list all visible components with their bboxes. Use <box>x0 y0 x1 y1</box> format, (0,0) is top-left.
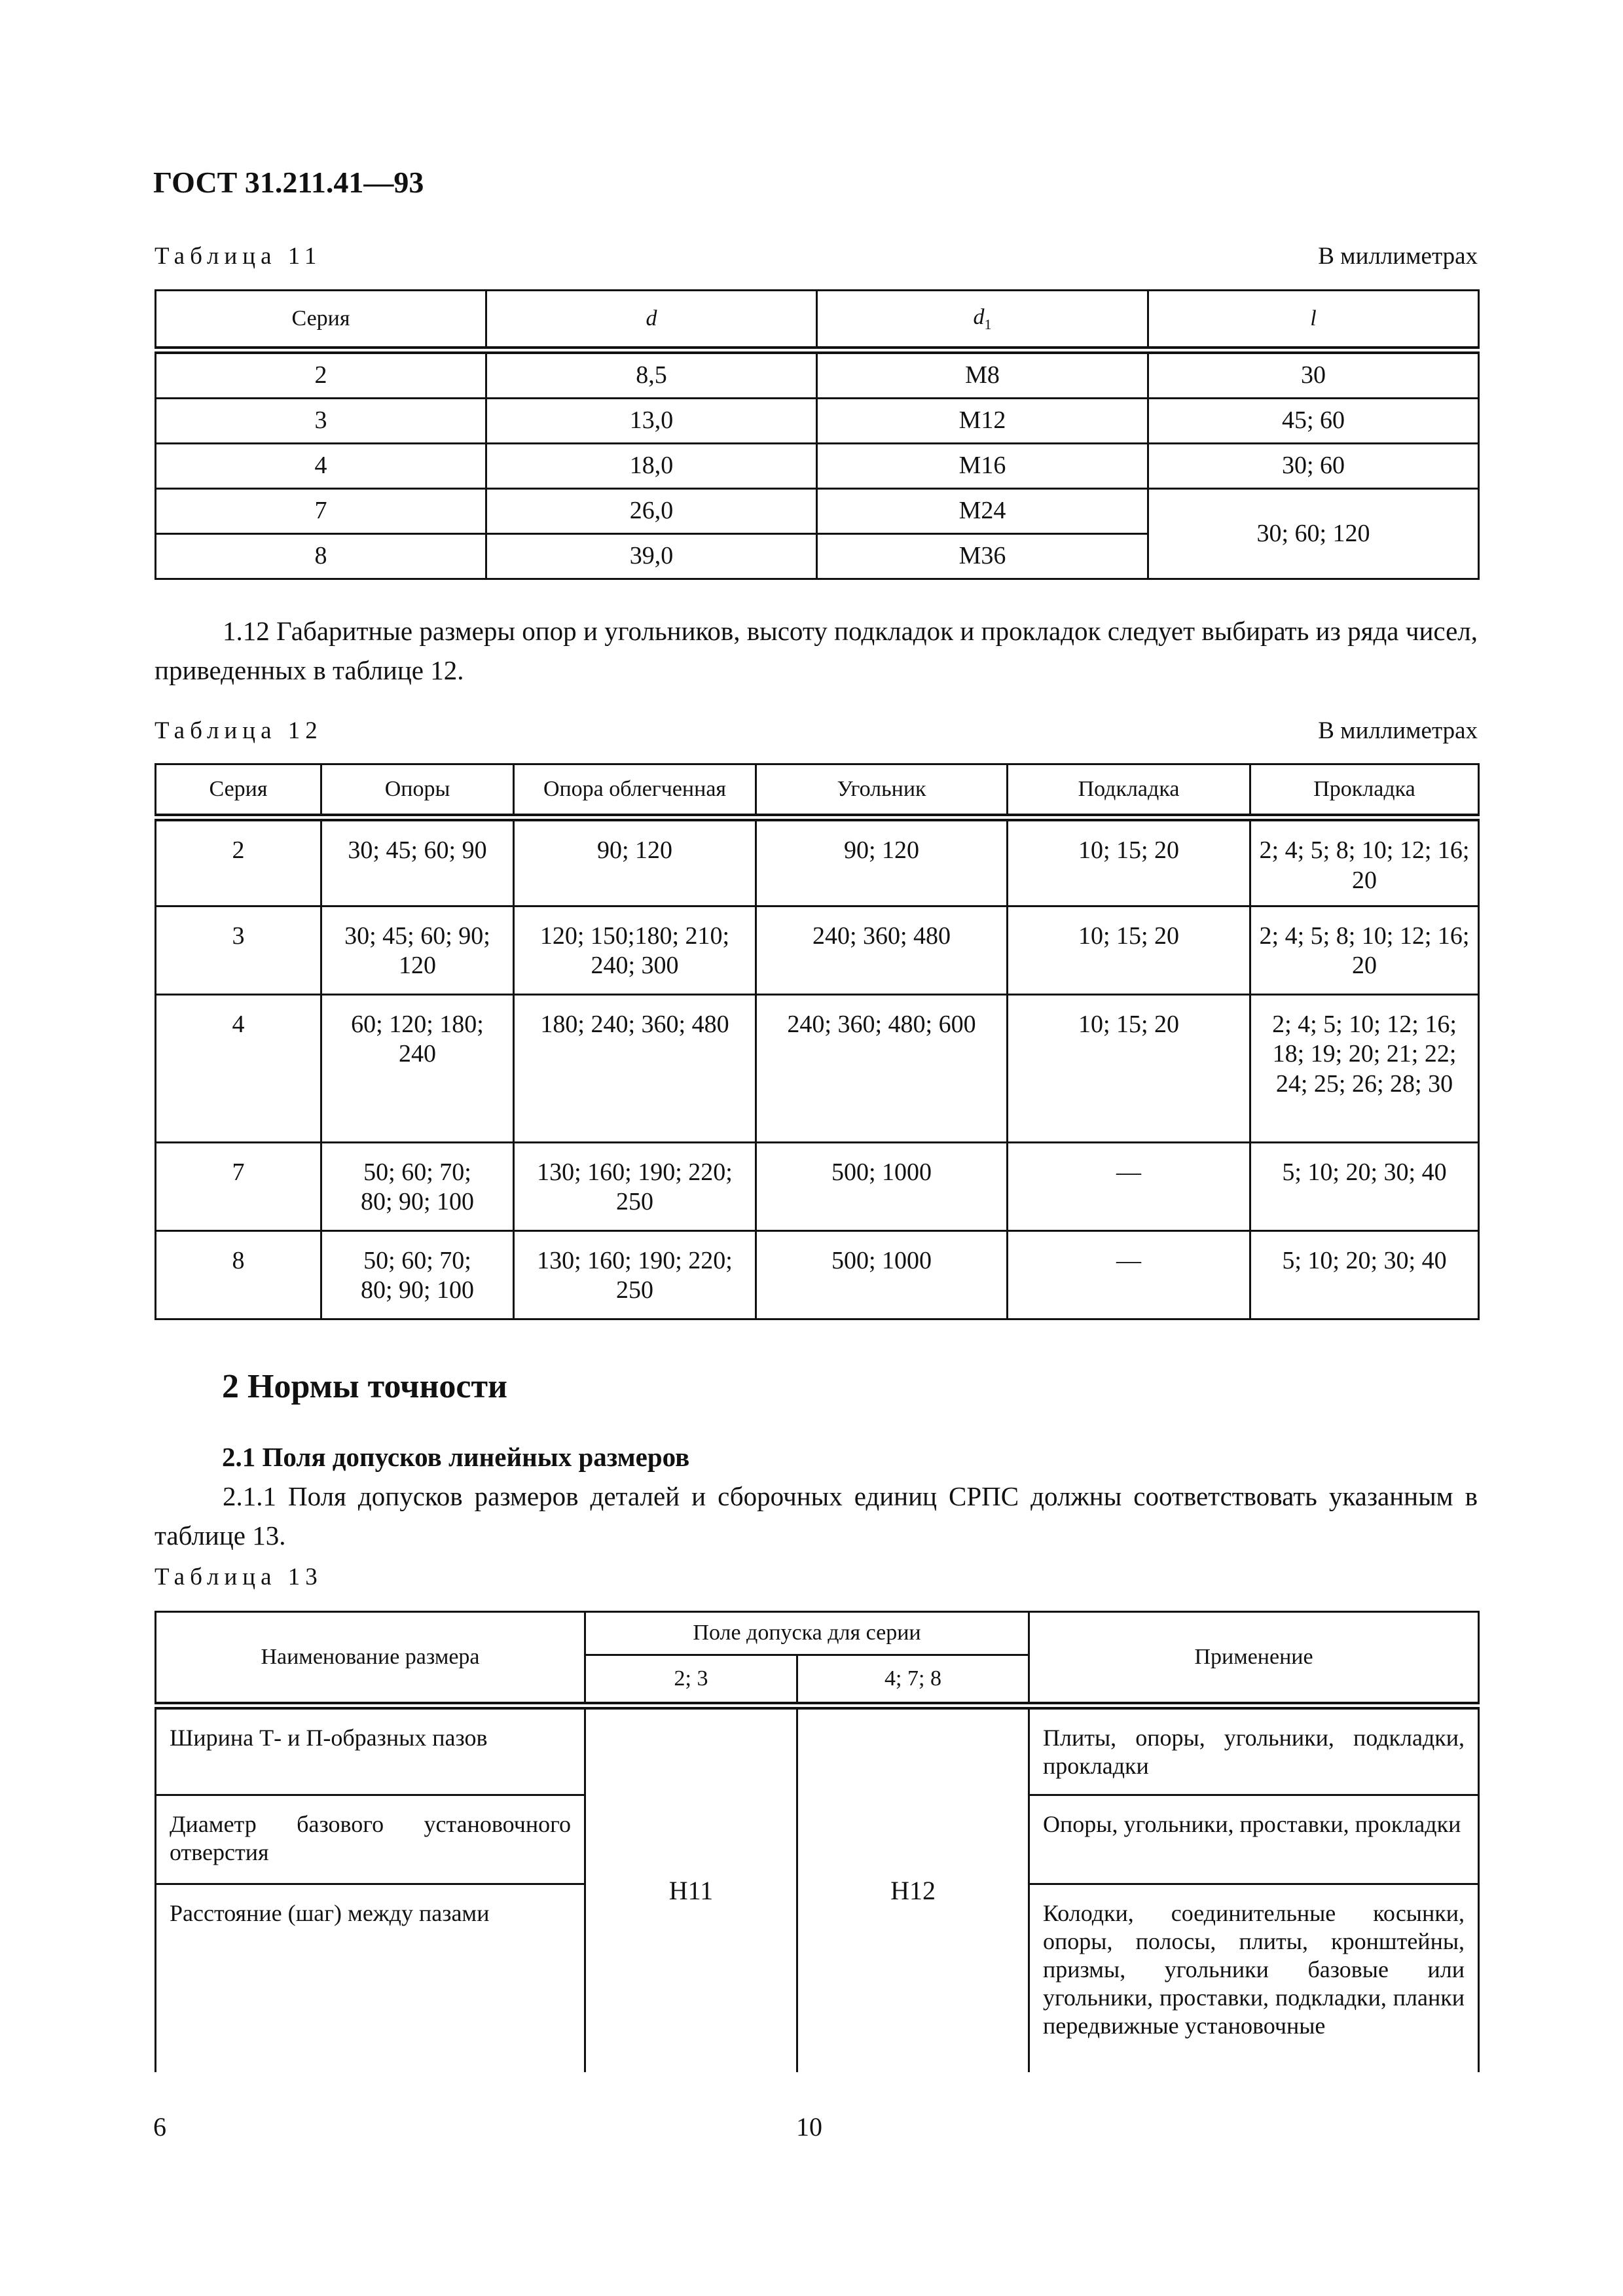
table-header-row <box>156 764 1479 818</box>
cell: 10; 15; 20 <box>1008 817 1250 906</box>
table-12 <box>155 763 1480 1320</box>
paragraph-2-1-1: 2.1.1 Поля допусков размеров деталей и сборочных единиц СРПС должны соответствовать указанным в таблице 13. <box>155 1481 1478 1551</box>
table-row <box>156 1142 1479 1230</box>
table11-caption: Таблица 11 <box>155 243 322 270</box>
page-number-left: 6 <box>153 2112 166 2142</box>
table-row <box>156 817 1479 906</box>
table-header-row <box>156 291 1479 351</box>
col-header-shim: Прокладка <box>1250 764 1479 818</box>
cell: 2 <box>156 817 321 906</box>
cell-tolerance-4-7-8: H12 <box>797 1706 1029 2072</box>
cell: 30 <box>1148 350 1479 399</box>
page-number-center: 10 <box>796 2112 822 2142</box>
table-row <box>156 1706 1479 1795</box>
table11-units: В миллиметрах <box>1318 243 1478 270</box>
cell: 8 <box>156 1230 321 1319</box>
cell-merged: 30; 60; 120 <box>1148 489 1479 579</box>
cell: M16 <box>817 444 1148 489</box>
cell: 7 <box>156 1142 321 1230</box>
cell: 30; 45; 60; 90 <box>321 817 514 906</box>
cell: 60; 120; 180; 240 <box>321 994 514 1142</box>
cell-dimension-name: Расстояние (шаг) между пазами <box>156 1884 585 2072</box>
cell: 4 <box>156 994 321 1142</box>
cell: 39,0 <box>486 534 817 579</box>
cell: M12 <box>817 399 1148 444</box>
cell: 5; 10; 20; 30; 40 <box>1250 1230 1479 1319</box>
col-header-series: Серия <box>156 291 486 351</box>
table-13 <box>155 1611 1480 2072</box>
table12-caption: Таблица 12 <box>155 717 323 744</box>
cell: 130; 160; 190; 220; 250 <box>514 1142 756 1230</box>
cell: 120; 150;180; 210; 240; 300 <box>514 906 756 994</box>
cell: 10; 15; 20 <box>1008 994 1250 1142</box>
cell: 3 <box>156 906 321 994</box>
document-id: ГОСТ 31.211.41—93 <box>153 166 424 199</box>
cell: 240; 360; 480; 600 <box>756 994 1008 1142</box>
cell: 90; 120 <box>514 817 756 906</box>
section-title: 2 Нормы точности <box>222 1368 507 1405</box>
cell: 8,5 <box>486 350 817 399</box>
cell: 50; 60; 70; 80; 90; 100 <box>321 1142 514 1230</box>
cell: 3 <box>156 399 486 444</box>
table12-units: В миллиметрах <box>1318 717 1478 744</box>
col-header-d: d <box>486 291 817 351</box>
col-header-series-2-3: 2; 3 <box>585 1655 797 1706</box>
cell: 240; 360; 480 <box>756 906 1008 994</box>
col-header-supports: Опоры <box>321 764 514 818</box>
cell: 8 <box>156 534 486 579</box>
col-header-series-4-7-8: 4; 7; 8 <box>797 1655 1029 1706</box>
cell: 50; 60; 70; 80; 90; 100 <box>321 1230 514 1319</box>
cell: — <box>1008 1230 1250 1319</box>
col-header-l: l <box>1148 291 1479 351</box>
col-header-name: Наименование размера <box>156 1612 585 1706</box>
cell: 5; 10; 20; 30; 40 <box>1250 1142 1479 1230</box>
paragraph-1-12: 1.12 Габаритные размеры опор и угольников, высоту подкладок и прокладок следует выбирать из ряда чисел, приведенных в таблице 12. <box>155 616 1478 686</box>
col-header-series: Серия <box>156 764 321 818</box>
cell: 30; 45; 60; 90; 120 <box>321 906 514 994</box>
cell: — <box>1008 1142 1250 1230</box>
cell: 130; 160; 190; 220; 250 <box>514 1230 756 1319</box>
subsection-title: 2.1 Поля допусков линейных размеров <box>222 1442 690 1472</box>
table-row <box>156 994 1479 1142</box>
table-11 <box>155 289 1480 580</box>
cell: 2; 4; 5; 10; 12; 16; 18; 19; 20; 21; 22; 24; 25; 26; 28; 30 <box>1250 994 1479 1142</box>
cell: 2 <box>156 350 486 399</box>
table-row <box>156 444 1479 489</box>
table-row <box>156 399 1479 444</box>
col-header-angle: Угольник <box>756 764 1008 818</box>
cell: 2; 4; 5; 8; 10; 12; 16; 20 <box>1250 817 1479 906</box>
cell: 500; 1000 <box>756 1230 1008 1319</box>
cell: 26,0 <box>486 489 817 534</box>
cell: 18,0 <box>486 444 817 489</box>
table-row <box>156 906 1479 994</box>
cell: 13,0 <box>486 399 817 444</box>
cell-dimension-name: Диаметр базового установочного отверстия <box>156 1795 585 1884</box>
cell-application: Плиты, опоры, угольники, подкладки, прокладки <box>1029 1706 1479 1795</box>
cell: 30; 60 <box>1148 444 1479 489</box>
cell: 45; 60 <box>1148 399 1479 444</box>
col-header-light-support: Опора облегченная <box>514 764 756 818</box>
table-row <box>156 350 1479 399</box>
cell: 7 <box>156 489 486 534</box>
cell-dimension-name: Ширина Т- и П-образных пазов <box>156 1706 585 1795</box>
cell: 180; 240; 360; 480 <box>514 994 756 1142</box>
cell-tolerance-2-3: H11 <box>585 1706 797 2072</box>
cell: 500; 1000 <box>756 1142 1008 1230</box>
cell: M36 <box>817 534 1148 579</box>
col-header-d1: $d_1$ <box>817 291 1148 351</box>
col-header-pad: Подкладка <box>1008 764 1250 818</box>
cell: 2; 4; 5; 8; 10; 12; 16; 20 <box>1250 906 1479 994</box>
table-row <box>156 1230 1479 1319</box>
cell: M24 <box>817 489 1148 534</box>
cell: 10; 15; 20 <box>1008 906 1250 994</box>
table-header-row <box>156 1612 1479 1655</box>
cell-application: Колодки, соединительные косынки, опоры, полосы, плиты, кронштейны, призмы, угольники базовые или угольники, проставки, подкладки, планки передвижные установочные <box>1029 1884 1479 2072</box>
cell: 4 <box>156 444 486 489</box>
col-header-application: Применение <box>1029 1612 1479 1706</box>
table-row <box>156 489 1479 534</box>
cell: 90; 120 <box>756 817 1008 906</box>
cell-application: Опоры, угольники, проставки, прокладки <box>1029 1795 1479 1884</box>
col-header-tolerance: Поле допуска для серии <box>585 1612 1029 1655</box>
table13-caption: Таблица 13 <box>155 1564 323 1590</box>
cell: M8 <box>817 350 1148 399</box>
